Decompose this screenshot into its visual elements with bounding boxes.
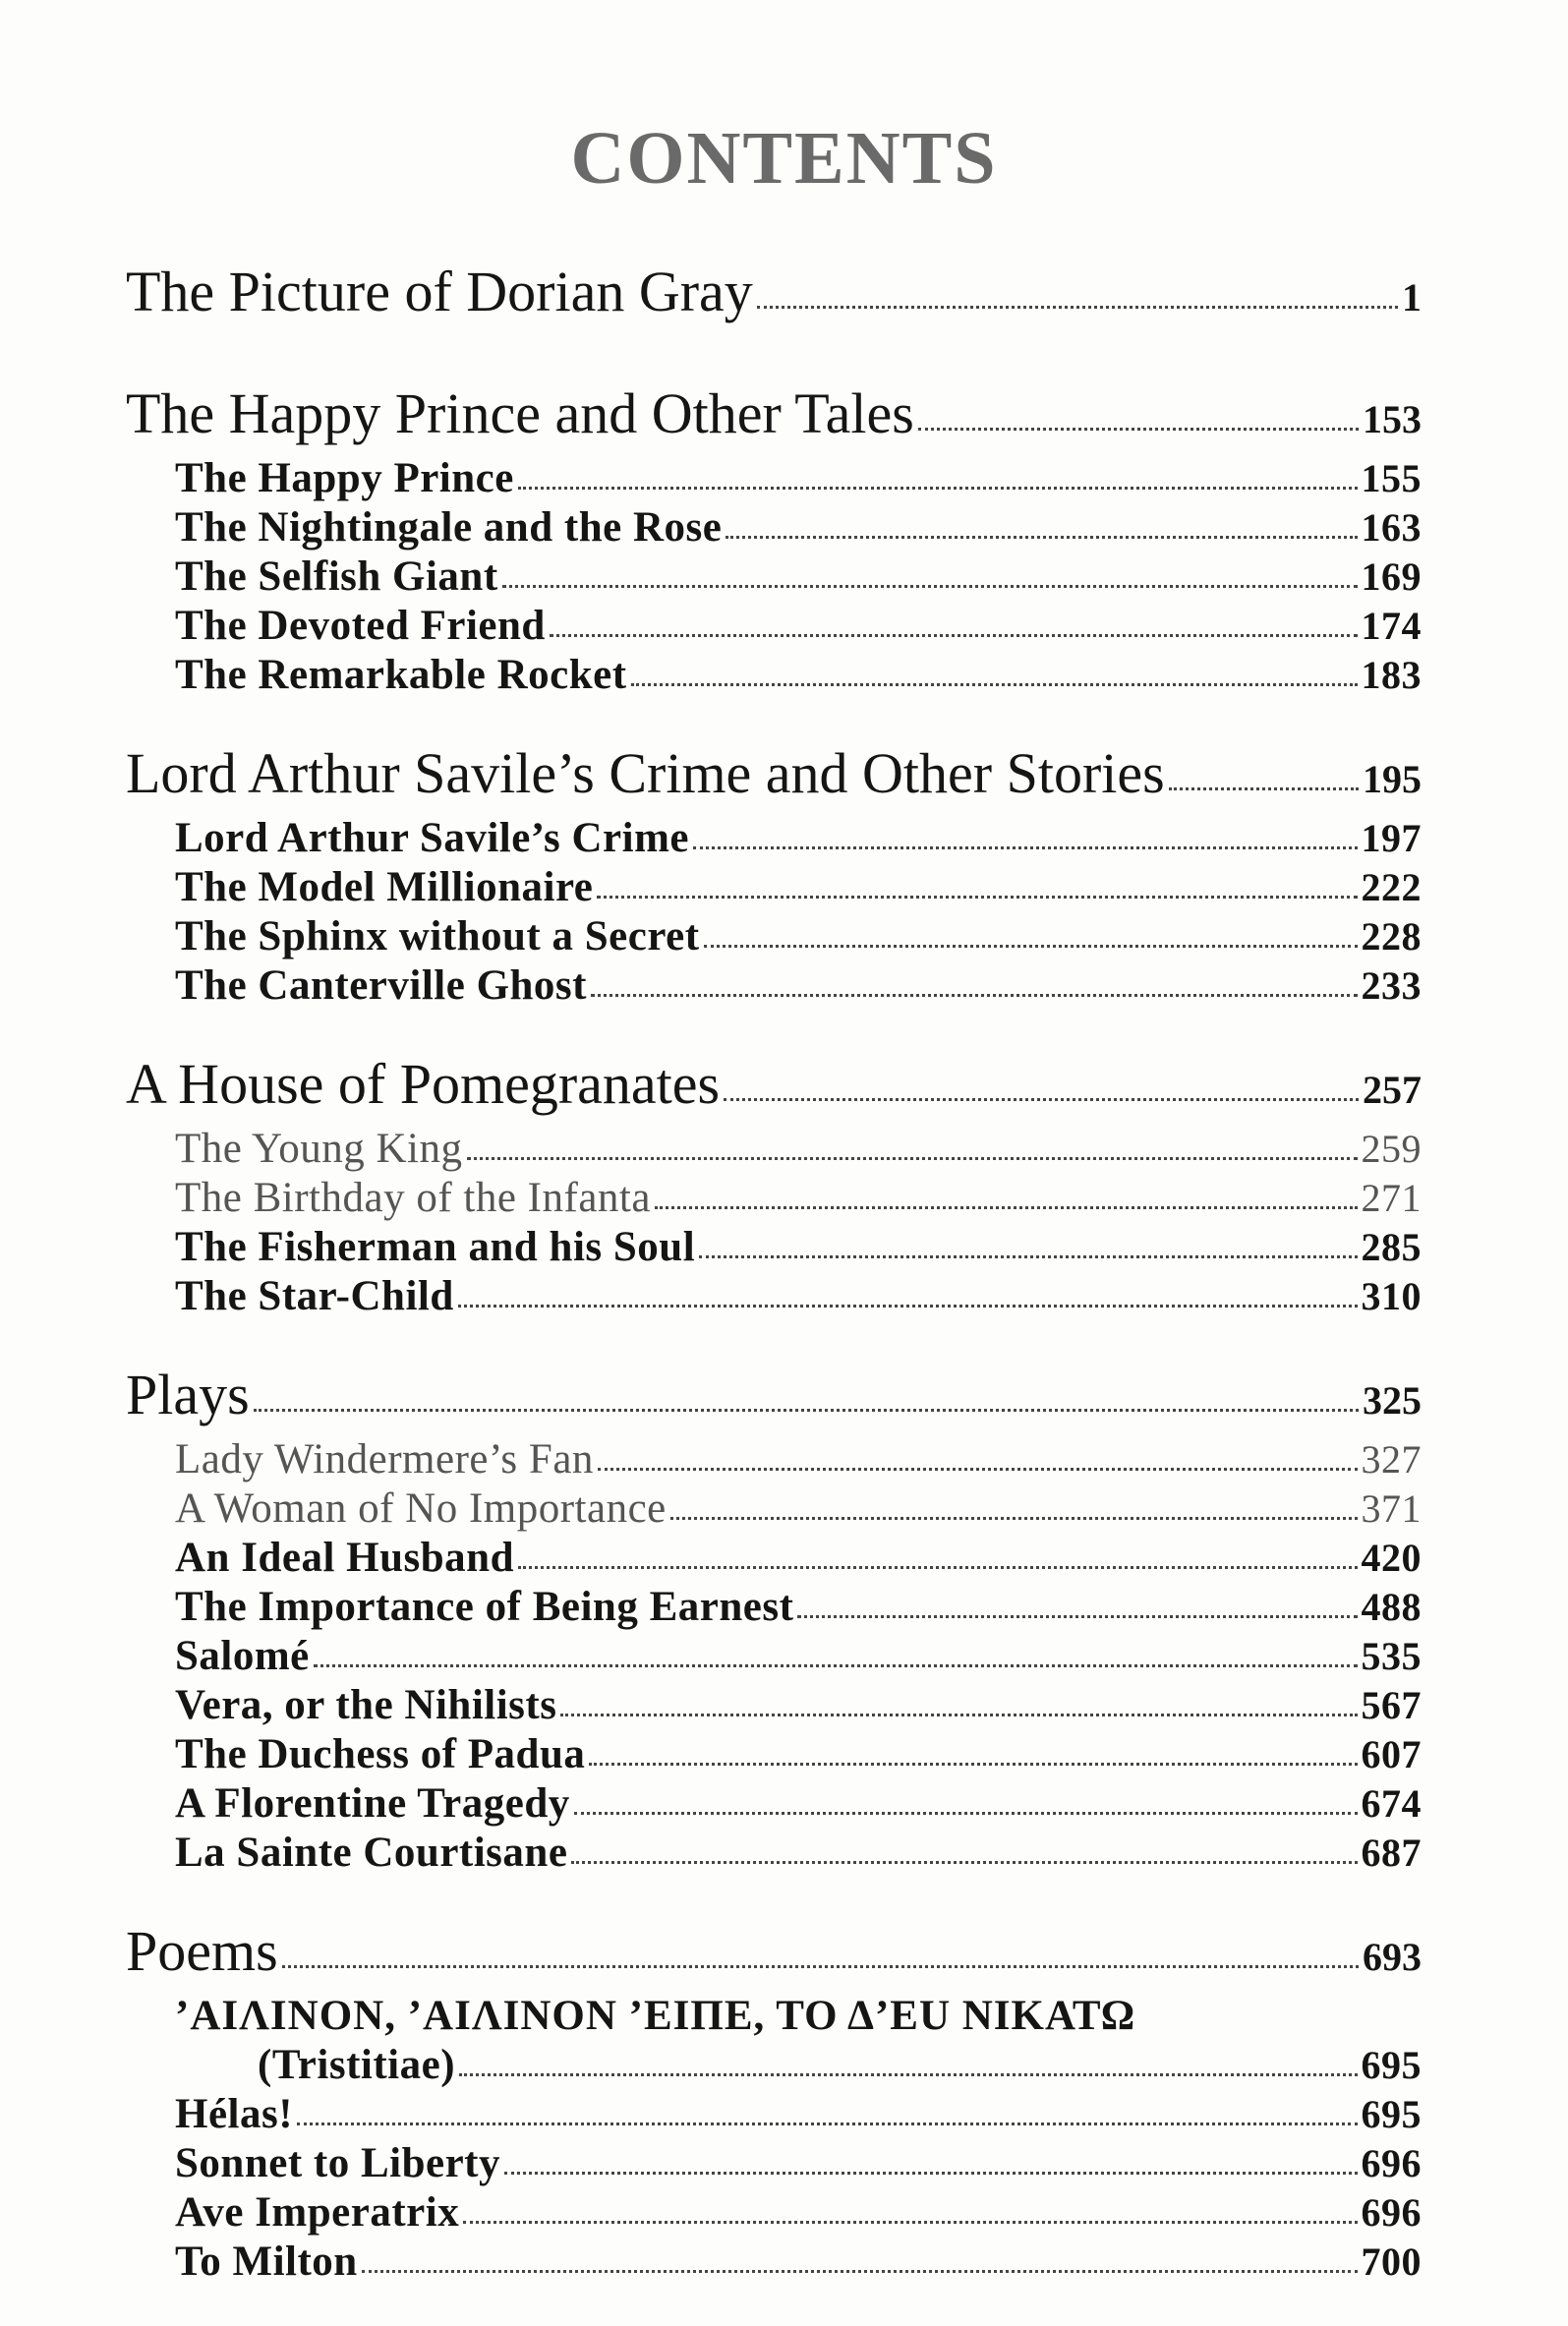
toc-entry[interactable] bbox=[126, 1174, 1422, 1223]
toc-entry[interactable] bbox=[126, 863, 1422, 912]
section-title: The Picture of Dorian Gray bbox=[126, 260, 753, 323]
section-title: Lord Arthur Savile’s Crime and Other Stories bbox=[126, 741, 1165, 805]
entry-title: The Selfish Giant bbox=[175, 553, 498, 600]
dot-leader bbox=[757, 306, 1398, 309]
toc-entry[interactable] bbox=[126, 2041, 1422, 2090]
entry-title: The Sphinx without a Secret bbox=[175, 913, 700, 959]
toc-entry[interactable] bbox=[126, 1583, 1422, 1632]
toc-entry[interactable] bbox=[126, 2139, 1422, 2188]
toc-entry[interactable] bbox=[126, 2188, 1422, 2238]
dot-leader bbox=[550, 634, 1358, 637]
toc-entry[interactable] bbox=[126, 1272, 1422, 1321]
dot-leader bbox=[459, 2073, 1357, 2076]
dot-leader bbox=[560, 1714, 1357, 1716]
toc-entry[interactable] bbox=[126, 814, 1422, 863]
toc-entry[interactable] bbox=[126, 1223, 1422, 1272]
page-number: 259 bbox=[1361, 1127, 1422, 1171]
section-heading[interactable] bbox=[126, 739, 1422, 814]
dot-leader bbox=[670, 1517, 1358, 1520]
page-number: 325 bbox=[1363, 1378, 1422, 1423]
page-number: 285 bbox=[1361, 1225, 1422, 1269]
entry-title: The Importance of Being Earnest bbox=[175, 1584, 794, 1630]
dot-leader bbox=[631, 683, 1358, 686]
dot-leader bbox=[458, 1305, 1358, 1308]
dot-leader bbox=[463, 2221, 1357, 2224]
toc-entry[interactable] bbox=[126, 503, 1422, 552]
section-heading[interactable] bbox=[126, 1361, 1422, 1435]
section-lord-arthur bbox=[126, 739, 1422, 1011]
section-heading[interactable] bbox=[126, 379, 1422, 454]
dot-leader bbox=[591, 994, 1358, 997]
toc-entry[interactable] bbox=[126, 1779, 1422, 1829]
dot-leader bbox=[726, 536, 1357, 539]
toc-entry[interactable] bbox=[126, 1125, 1422, 1174]
toc-entry[interactable] bbox=[126, 1681, 1422, 1730]
page-number: 197 bbox=[1361, 816, 1422, 860]
entry-title: A Woman of No Importance bbox=[175, 1485, 667, 1532]
entry-title: The Model Millionaire bbox=[175, 864, 594, 910]
dot-leader bbox=[467, 1157, 1358, 1160]
entry-title: A Florentine Tragedy bbox=[175, 1780, 570, 1827]
dot-leader bbox=[504, 2172, 1358, 2175]
dot-leader bbox=[571, 1861, 1357, 1864]
entry-title: The Birthday of the Infanta bbox=[175, 1175, 651, 1221]
page-number: 488 bbox=[1361, 1585, 1422, 1629]
section-title: A House of Pomegranates bbox=[126, 1052, 721, 1116]
page-number: 696 bbox=[1361, 2190, 1422, 2235]
toc-entry[interactable] bbox=[126, 1730, 1422, 1779]
entry-title: An Ideal Husband bbox=[175, 1535, 514, 1581]
entry-title: The Fisherman and his Soul bbox=[175, 1224, 696, 1270]
toc-entry[interactable] bbox=[126, 912, 1422, 961]
entry-title: Ave Imperatrix bbox=[175, 2189, 460, 2236]
page-number: 1 bbox=[1402, 275, 1422, 320]
page-number: 228 bbox=[1361, 914, 1422, 959]
dot-leader bbox=[693, 846, 1358, 849]
toc-entry[interactable] bbox=[126, 1829, 1422, 1878]
page-number: 695 bbox=[1361, 2092, 1422, 2136]
entry-title: Vera, or the Nihilists bbox=[175, 1682, 557, 1728]
toc-entry[interactable] bbox=[126, 1632, 1422, 1681]
page-number: 693 bbox=[1363, 1935, 1422, 1979]
dot-leader bbox=[704, 945, 1358, 948]
dot-leader bbox=[699, 1255, 1357, 1258]
dot-leader bbox=[314, 1664, 1358, 1667]
toc-entry[interactable] bbox=[126, 552, 1422, 602]
entry-title: The Star-Child bbox=[175, 1273, 454, 1319]
toc-entry[interactable] bbox=[126, 1435, 1422, 1484]
page-number: 607 bbox=[1361, 1732, 1422, 1776]
dot-leader bbox=[918, 428, 1359, 431]
page-number: 163 bbox=[1361, 505, 1422, 550]
page-number: 257 bbox=[1363, 1068, 1422, 1112]
dot-leader bbox=[1169, 787, 1359, 790]
entry-title: (Tristitiae) bbox=[258, 2042, 456, 2088]
entry-title: The Nightingale and the Rose bbox=[175, 504, 723, 551]
page-number: 271 bbox=[1361, 1176, 1422, 1220]
dot-leader bbox=[282, 1965, 1359, 1968]
entry-title: The Duchess of Padua bbox=[175, 1731, 586, 1777]
page-title: CONTENTS bbox=[570, 117, 998, 200]
entry-title: The Young King bbox=[175, 1126, 463, 1172]
page-number: 420 bbox=[1361, 1536, 1422, 1580]
dot-leader bbox=[574, 1812, 1358, 1815]
page-number: 169 bbox=[1361, 554, 1422, 599]
dot-leader bbox=[598, 1468, 1358, 1471]
page-number: 155 bbox=[1361, 456, 1422, 500]
toc-entry[interactable] bbox=[126, 651, 1422, 700]
entry-title: To Milton bbox=[175, 2239, 358, 2285]
page-number: 174 bbox=[1361, 604, 1422, 648]
section-heading[interactable] bbox=[126, 258, 1422, 332]
entry-title: La Sainte Courtisane bbox=[175, 1830, 568, 1876]
dot-leader bbox=[655, 1206, 1358, 1209]
page-number: 700 bbox=[1361, 2239, 1422, 2284]
page-number: 695 bbox=[1361, 2043, 1422, 2087]
section-happy-prince bbox=[126, 379, 1422, 700]
dot-leader bbox=[297, 2122, 1357, 2125]
entry-title: The Canterville Ghost bbox=[175, 962, 587, 1009]
entry-title: The Happy Prince bbox=[175, 455, 514, 501]
section-pomegranates bbox=[126, 1050, 1422, 1321]
entry-title: Lady Windermere’s Fan bbox=[175, 1436, 594, 1483]
page-number: 153 bbox=[1363, 397, 1422, 441]
toc-entry[interactable] bbox=[126, 454, 1422, 503]
entry-title: The Remarkable Rocket bbox=[175, 652, 627, 698]
toc-entry[interactable] bbox=[126, 2238, 1422, 2287]
page-number: 195 bbox=[1363, 757, 1422, 801]
page-number: 327 bbox=[1361, 1437, 1422, 1482]
toc-entry[interactable] bbox=[126, 961, 1422, 1011]
page-number: 310 bbox=[1361, 1274, 1422, 1318]
page-number: 687 bbox=[1361, 1831, 1422, 1875]
page-number: 696 bbox=[1361, 2141, 1422, 2185]
table-of-contents bbox=[126, 258, 1422, 2287]
toc-entry[interactable] bbox=[126, 1534, 1422, 1583]
entry-title: Sonnet to Liberty bbox=[175, 2140, 500, 2186]
entry-title: The Devoted Friend bbox=[175, 603, 546, 649]
dot-leader bbox=[589, 1763, 1357, 1766]
toc-entry[interactable] bbox=[126, 2090, 1422, 2139]
section-poems bbox=[126, 1917, 1422, 2287]
page-number: 233 bbox=[1361, 963, 1422, 1008]
section-title: Plays bbox=[126, 1363, 250, 1426]
page-number: 183 bbox=[1361, 653, 1422, 697]
entry-title: Hélas! bbox=[175, 2091, 294, 2137]
dot-leader bbox=[518, 1566, 1358, 1569]
section-heading[interactable] bbox=[126, 1050, 1422, 1125]
toc-entry[interactable] bbox=[126, 602, 1422, 651]
page-number: 674 bbox=[1361, 1781, 1422, 1826]
dot-leader bbox=[797, 1615, 1357, 1618]
section-title: The Happy Prince and Other Tales bbox=[126, 381, 914, 445]
dot-leader bbox=[502, 585, 1358, 588]
dot-leader bbox=[254, 1409, 1359, 1412]
greek-title-line: ’ΑΙΛΙΝΟΝ, ’ΑΙΛΙΝΟΝ ’ΕΙΠΕ, ΤΟ Δ’ΕU ΝΙΚΑΤΩ bbox=[175, 1993, 1136, 2039]
page-number: 535 bbox=[1361, 1634, 1422, 1678]
entry-title: Salomé bbox=[175, 1633, 310, 1679]
page-number: 371 bbox=[1361, 1486, 1422, 1531]
entry-title: Lord Arthur Savile’s Crime bbox=[175, 815, 689, 861]
section-title: Poems bbox=[126, 1919, 278, 1983]
dot-leader bbox=[724, 1098, 1359, 1101]
page-number: 222 bbox=[1361, 865, 1422, 909]
section-plays bbox=[126, 1361, 1422, 1878]
dot-leader bbox=[518, 487, 1358, 490]
section-dorian-gray bbox=[126, 258, 1422, 332]
toc-entry[interactable] bbox=[126, 1484, 1422, 1534]
dot-leader bbox=[597, 896, 1357, 899]
section-heading[interactable] bbox=[126, 1917, 1422, 1992]
page-number: 567 bbox=[1361, 1683, 1422, 1727]
dot-leader bbox=[362, 2270, 1358, 2273]
